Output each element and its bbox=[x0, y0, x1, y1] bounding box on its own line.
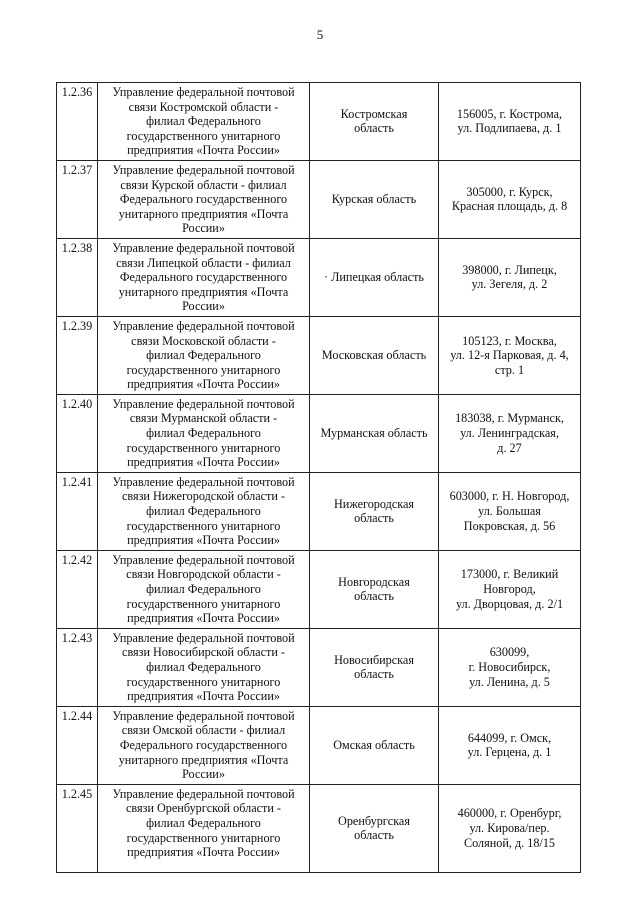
address-line: ул. Подлипаева, д. 1 bbox=[457, 121, 562, 136]
region-line: Московская область bbox=[321, 348, 427, 363]
page-number: 5 bbox=[316, 27, 324, 42]
address-cell bbox=[439, 472, 581, 550]
row-number-cell: 1.2.45 bbox=[57, 784, 98, 872]
organization-line: предприятия «Почта России» bbox=[127, 377, 280, 392]
table-row bbox=[57, 784, 581, 872]
organization-line: связи Московской области - bbox=[131, 333, 276, 348]
region-line: Мурманская область bbox=[320, 426, 428, 441]
organization-cell bbox=[98, 83, 310, 161]
address-line: ул. Зегеля, д. 2 bbox=[471, 277, 548, 292]
address-line: ул. Герцена, д. 1 bbox=[467, 745, 552, 760]
organization-line: связи Костромской области - bbox=[128, 99, 279, 114]
organization-line: государственного унитарного bbox=[126, 128, 281, 143]
organization-line: Управление федеральной почтовой bbox=[112, 162, 295, 177]
region-cell bbox=[310, 784, 439, 872]
address-line: ул. Дворцовая, д. 2/1 bbox=[455, 596, 564, 611]
table-row bbox=[57, 394, 581, 472]
row-number-cell: 1.2.43 bbox=[57, 628, 98, 706]
registry-table bbox=[56, 82, 581, 873]
organization-line: предприятия «Почта России» bbox=[127, 533, 280, 548]
organization-line: государственного унитарного bbox=[126, 362, 281, 377]
organization-cell bbox=[98, 160, 310, 238]
region-line: область bbox=[354, 511, 394, 526]
address-cell bbox=[439, 550, 581, 628]
address-line: 156005, г. Кострома, bbox=[456, 106, 563, 121]
region-line: область bbox=[354, 667, 394, 682]
region-line: Новосибирская bbox=[334, 652, 414, 667]
address-line: 603000, г. Н. Новгород, bbox=[449, 489, 570, 504]
organization-line: Управление федеральной почтовой bbox=[112, 786, 295, 801]
organization-line: России» bbox=[182, 221, 225, 236]
address-cell bbox=[439, 394, 581, 472]
address-line: ул. Большая bbox=[478, 504, 541, 519]
table-row bbox=[57, 628, 581, 706]
region-cell bbox=[310, 628, 439, 706]
region-line: Курская область bbox=[331, 192, 417, 207]
address-cell bbox=[439, 628, 581, 706]
organization-cell bbox=[98, 706, 310, 784]
organization-line: унитарного предприятия «Почта bbox=[118, 206, 289, 221]
address-line: ул. Кирова/пер. bbox=[469, 820, 550, 835]
region-line: Новгородская bbox=[338, 574, 410, 589]
organization-line: Федерального государственного bbox=[119, 737, 288, 752]
address-line: стр. 1 bbox=[494, 362, 525, 377]
row-number-cell: 1.2.42 bbox=[57, 550, 98, 628]
address-cell bbox=[439, 316, 581, 394]
region-line: · Липецкая область bbox=[324, 270, 424, 285]
table-row bbox=[57, 160, 581, 238]
address-line: ул. 12-я Парковая, д. 4, bbox=[450, 348, 569, 363]
address-line: 305000, г. Курск, bbox=[466, 184, 553, 199]
region-cell bbox=[310, 160, 439, 238]
table-row bbox=[57, 316, 581, 394]
organization-line: предприятия «Почта России» bbox=[127, 845, 280, 860]
organization-line: связи Новгородской области - bbox=[126, 567, 281, 582]
organization-line: Управление федеральной почтовой bbox=[112, 630, 295, 645]
organization-line: филиал Федерального bbox=[146, 659, 261, 674]
region-line: область bbox=[354, 828, 394, 843]
row-number-cell: 1.2.38 bbox=[57, 238, 98, 316]
row-number-cell: 1.2.39 bbox=[57, 316, 98, 394]
organization-line: связи Курской области - филиал bbox=[120, 177, 287, 192]
region-cell bbox=[310, 472, 439, 550]
organization-line: филиал Федерального bbox=[146, 504, 261, 519]
address-line: 105123, г. Москва, bbox=[462, 333, 557, 348]
table-row bbox=[57, 83, 581, 161]
organization-line: Управление федеральной почтовой bbox=[112, 318, 295, 333]
address-line: Красная площадь, д. 8 bbox=[451, 199, 568, 214]
region-line: Нижегородская bbox=[334, 496, 414, 511]
row-number-cell: 1.2.41 bbox=[57, 472, 98, 550]
organization-line: филиал Федерального bbox=[146, 582, 261, 596]
address-cell bbox=[439, 784, 581, 872]
address-cell bbox=[439, 160, 581, 238]
organization-line: филиал Федерального bbox=[146, 426, 261, 441]
address-line: 630099, bbox=[489, 645, 530, 660]
row-number-cell: 1.2.44 bbox=[57, 706, 98, 784]
table-row bbox=[57, 550, 581, 628]
organization-line: предприятия «Почта России» bbox=[127, 455, 280, 470]
organization-line: унитарного предприятия «Почта bbox=[118, 284, 289, 299]
address-line: 398000, г. Липецк, bbox=[462, 262, 557, 277]
row-number-cell: 1.2.36 bbox=[57, 83, 98, 161]
organization-line: филиал Федерального bbox=[146, 815, 261, 830]
address-line: Покровская, д. 56 bbox=[463, 518, 556, 533]
organization-cell bbox=[98, 472, 310, 550]
organization-line: государственного унитарного bbox=[126, 596, 281, 611]
table-row bbox=[57, 472, 581, 550]
address-cell bbox=[439, 706, 581, 784]
organization-line: Управление федеральной почтовой bbox=[112, 240, 295, 255]
address-line: Соляной, д. 18/15 bbox=[463, 835, 556, 850]
address-line: ул. Ленинградская, bbox=[460, 426, 559, 441]
organization-line: государственного унитарного bbox=[126, 440, 281, 455]
organization-line: предприятия «Почта России» bbox=[127, 611, 280, 626]
organization-cell bbox=[98, 238, 310, 316]
organization-line: Управление федеральной почтовой bbox=[112, 552, 295, 567]
organization-line: Федерального государственного bbox=[119, 192, 288, 207]
table-row bbox=[57, 238, 581, 316]
organization-cell bbox=[98, 550, 310, 628]
organization-cell bbox=[98, 316, 310, 394]
organization-line: Управление федеральной почтовой bbox=[112, 396, 295, 411]
organization-line: государственного унитарного bbox=[126, 674, 281, 689]
row-number-cell: 1.2.40 bbox=[57, 394, 98, 472]
region-cell bbox=[310, 706, 439, 784]
address-line: 183038, г. Мурманск, bbox=[455, 411, 564, 426]
region-cell bbox=[310, 394, 439, 472]
organization-line: России» bbox=[182, 299, 225, 314]
organization-line: государственного унитарного bbox=[126, 830, 281, 845]
organization-line: связи Мурманской области - bbox=[129, 411, 278, 426]
organization-cell bbox=[98, 394, 310, 472]
organization-line: предприятия «Почта России» bbox=[127, 689, 280, 704]
address-line: 460000, г. Оренбург, bbox=[457, 806, 562, 821]
address-line: 173000, г. Великий bbox=[460, 567, 559, 582]
organization-line: унитарного предприятия «Почта bbox=[118, 752, 289, 767]
organization-line: Управление федеральной почтовой bbox=[112, 474, 295, 489]
region-line: Омская область bbox=[333, 737, 415, 752]
organization-line: связи Оренбургской области - bbox=[126, 801, 281, 816]
region-line: область bbox=[354, 589, 394, 604]
organization-line: предприятия «Почта России» bbox=[127, 143, 280, 158]
organization-line: Управление федеральной почтовой bbox=[112, 85, 295, 99]
address-cell bbox=[439, 238, 581, 316]
region-line: Костромская bbox=[340, 106, 408, 121]
region-line: область bbox=[354, 121, 394, 136]
row-number-cell: 1.2.37 bbox=[57, 160, 98, 238]
organization-line: филиал Федерального bbox=[146, 114, 261, 129]
organization-line: связи Липецкой области - филиал bbox=[116, 255, 291, 270]
organization-cell bbox=[98, 628, 310, 706]
organization-line: Федерального государственного bbox=[119, 270, 288, 285]
address-line: Новгород, bbox=[483, 582, 536, 596]
organization-line: связи Нижегородской области - bbox=[121, 489, 286, 504]
region-cell bbox=[310, 550, 439, 628]
organization-line: России» bbox=[182, 767, 225, 782]
organization-line: связи Омской области - филиал bbox=[121, 723, 286, 738]
region-cell bbox=[310, 238, 439, 316]
address-line: г. Новосибирск, bbox=[468, 659, 551, 674]
organization-cell bbox=[98, 784, 310, 872]
table-row bbox=[57, 706, 581, 784]
address-cell bbox=[439, 83, 581, 161]
address-line: ул. Ленина, д. 5 bbox=[469, 674, 550, 689]
address-line: д. 27 bbox=[497, 440, 522, 455]
organization-line: государственного унитарного bbox=[126, 518, 281, 533]
address-line: 644099, г. Омск, bbox=[467, 730, 552, 745]
region-cell bbox=[310, 83, 439, 161]
region-cell bbox=[310, 316, 439, 394]
organization-line: филиал Федерального bbox=[146, 348, 261, 363]
organization-line: связи Новосибирской области - bbox=[122, 645, 285, 660]
region-line: Оренбургская bbox=[338, 813, 410, 828]
organization-line: Управление федеральной почтовой bbox=[112, 708, 295, 723]
